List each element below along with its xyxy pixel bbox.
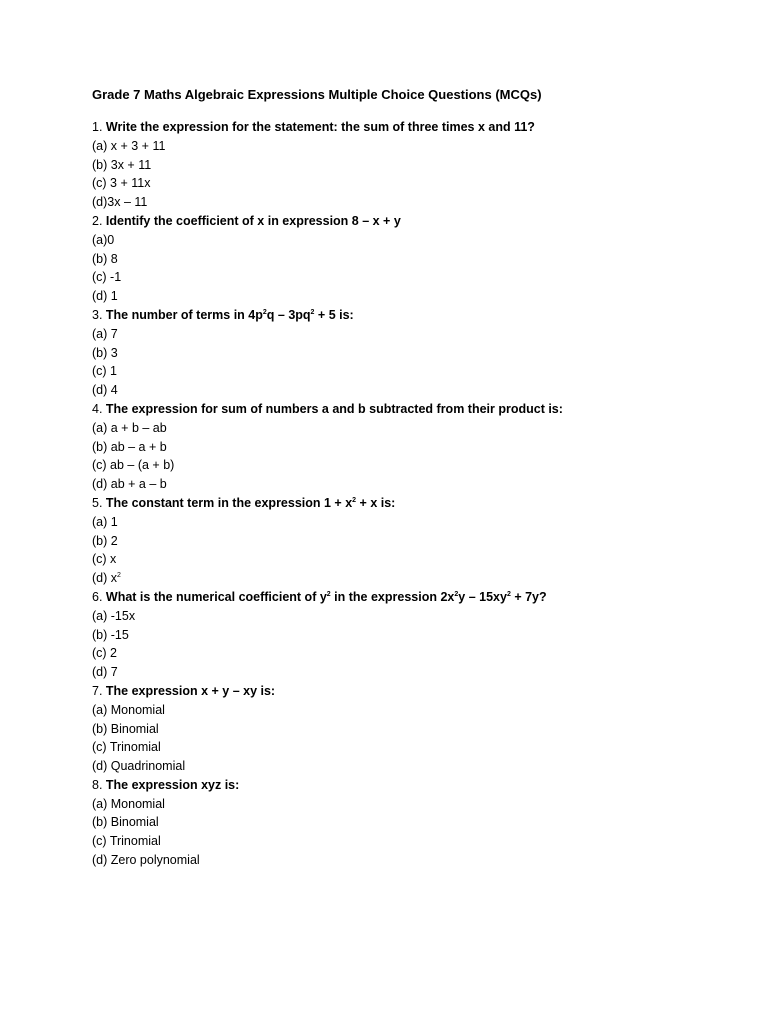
answer-option-text: (c) 3 + 11x <box>92 176 151 191</box>
answer-option-text: (b) 3x + 11 <box>92 157 152 172</box>
superscript: 2 <box>454 590 459 598</box>
superscript: 2 <box>352 496 357 504</box>
answer-option-text: (b) 8 <box>92 251 118 266</box>
question-text <box>106 778 239 792</box>
question-text-part: Write the expression for the statement: the sum of three times x and 11? <box>105 120 535 134</box>
question-text <box>106 590 547 604</box>
question-text <box>106 496 395 510</box>
answer-option-text: (d)3x – 11 <box>92 195 148 210</box>
question-number: 6. <box>92 589 106 604</box>
answer-option-text: (b) 2 <box>92 533 118 548</box>
answer-option-text: (a) Monomial <box>92 702 165 717</box>
answer-option-text: (a) x + 3 + 11 <box>92 138 166 153</box>
answer-option <box>92 156 712 175</box>
answer-option <box>92 193 712 212</box>
question-text-part: The expression x + y – xy is: <box>105 683 276 698</box>
question-5 <box>92 494 712 513</box>
answer-option-text: (c) 1 <box>92 364 117 379</box>
answer-option-text: (d) 7 <box>92 665 118 680</box>
question-number: 7. <box>92 683 106 698</box>
answer-option <box>92 513 712 532</box>
answer-option <box>92 231 712 250</box>
answer-option <box>92 813 712 832</box>
answer-option <box>92 344 712 363</box>
question-text-part: The expression for sum of numbers a and b subtracted from their product is: <box>105 401 563 416</box>
answer-option-text: (a) Monomial <box>92 796 165 811</box>
answer-option <box>92 475 712 494</box>
answer-option <box>92 701 712 720</box>
answer-option-text: (c) ab – (a + b) <box>92 458 175 473</box>
answer-option <box>92 381 712 400</box>
question-number: 8. <box>92 777 106 792</box>
answer-option-text: (c) x <box>92 552 117 567</box>
question-text-part: The expression xyz is: <box>105 777 240 792</box>
answer-option <box>92 757 712 776</box>
question-8 <box>92 776 712 795</box>
answer-option <box>92 268 712 287</box>
question-number: 3. <box>92 307 106 322</box>
answer-option-text: (d) x <box>92 571 117 586</box>
answer-option <box>92 362 712 381</box>
question-number: 4. <box>92 401 106 416</box>
question-list <box>92 118 712 870</box>
page-title: Grade 7 Maths Algebraic Expressions Multiple Choice Questions (MCQs) <box>92 87 542 102</box>
answer-option-text: (d) 1 <box>92 289 118 304</box>
question-text <box>106 402 563 416</box>
answer-option-text: (b) Binomial <box>92 721 159 736</box>
answer-option-text: (c) -1 <box>92 270 122 285</box>
question-4 <box>92 400 712 419</box>
question-text <box>106 684 275 698</box>
question-number: 5. <box>92 495 106 510</box>
answer-option <box>92 532 712 551</box>
question-text-part: q – 3pq <box>266 307 311 322</box>
question-text-part: y – 15xy <box>458 589 507 604</box>
answer-option-text: (c) Trinomial <box>92 740 161 755</box>
superscript: 2 <box>326 590 331 598</box>
superscript: 2 <box>310 308 315 316</box>
question-text-part: The constant term in the expression 1 + x <box>105 495 353 510</box>
answer-option <box>92 550 712 569</box>
answer-option-text: (b) 3 <box>92 345 118 360</box>
answer-option <box>92 174 712 193</box>
answer-option <box>92 250 712 269</box>
superscript: 2 <box>262 308 267 316</box>
question-7 <box>92 682 712 701</box>
answer-option <box>92 626 712 645</box>
superscript: 2 <box>117 572 121 580</box>
question-text-part: The number of terms in 4p <box>105 307 263 322</box>
question-2 <box>92 212 712 231</box>
answer-option-text: (d) Zero polynomial <box>92 853 200 868</box>
question-6 <box>92 588 712 607</box>
question-number: 2. <box>92 213 106 228</box>
answer-option-text: (b) Binomial <box>92 815 159 830</box>
answer-option-text: (a) 7 <box>92 326 118 341</box>
question-text-part: + x is: <box>356 495 396 510</box>
answer-option <box>92 287 712 306</box>
answer-option <box>92 720 712 739</box>
question-text-part: Identify the coefficient of x in expression 8 – x + y <box>105 213 401 228</box>
question-text-part: in the expression 2x <box>330 589 455 604</box>
question-text <box>106 120 535 134</box>
answer-option <box>92 607 712 626</box>
question-text-part: + 7y? <box>510 589 547 604</box>
question-number: 1. <box>92 120 106 134</box>
question-text <box>106 308 354 322</box>
answer-option-text: (c) 2 <box>92 646 117 661</box>
answer-option <box>92 738 712 757</box>
question-text <box>106 214 401 228</box>
answer-option <box>92 137 712 156</box>
question-3 <box>92 306 712 325</box>
answer-option-text: (a)0 <box>92 232 115 247</box>
answer-option-text: (b) ab – a + b <box>92 439 167 454</box>
answer-option <box>92 644 712 663</box>
answer-option <box>92 663 712 682</box>
answer-option <box>92 325 712 344</box>
answer-option <box>92 795 712 814</box>
answer-option-text: (d) ab + a – b <box>92 477 167 492</box>
question-text-part: + 5 is: <box>314 307 354 322</box>
answer-option-text: (a) 1 <box>92 514 118 529</box>
answer-option-text: (b) -15 <box>92 627 129 642</box>
question-1 <box>92 118 712 137</box>
answer-option-text: (a) -15x <box>92 608 136 623</box>
answer-option-text: (c) Trinomial <box>92 834 161 849</box>
answer-option-text: (a) a + b – ab <box>92 420 167 435</box>
superscript: 2 <box>506 590 511 598</box>
answer-option-text: (d) Quadrinomial <box>92 759 186 774</box>
answer-option <box>92 832 712 851</box>
question-text-part: What is the numerical coefficient of y <box>105 589 327 604</box>
answer-option-text: (d) 4 <box>92 383 118 398</box>
answer-option <box>92 851 712 870</box>
answer-option <box>92 419 712 438</box>
document-page <box>92 86 712 870</box>
answer-option <box>92 456 712 475</box>
answer-option <box>92 438 712 457</box>
answer-option <box>92 569 712 588</box>
